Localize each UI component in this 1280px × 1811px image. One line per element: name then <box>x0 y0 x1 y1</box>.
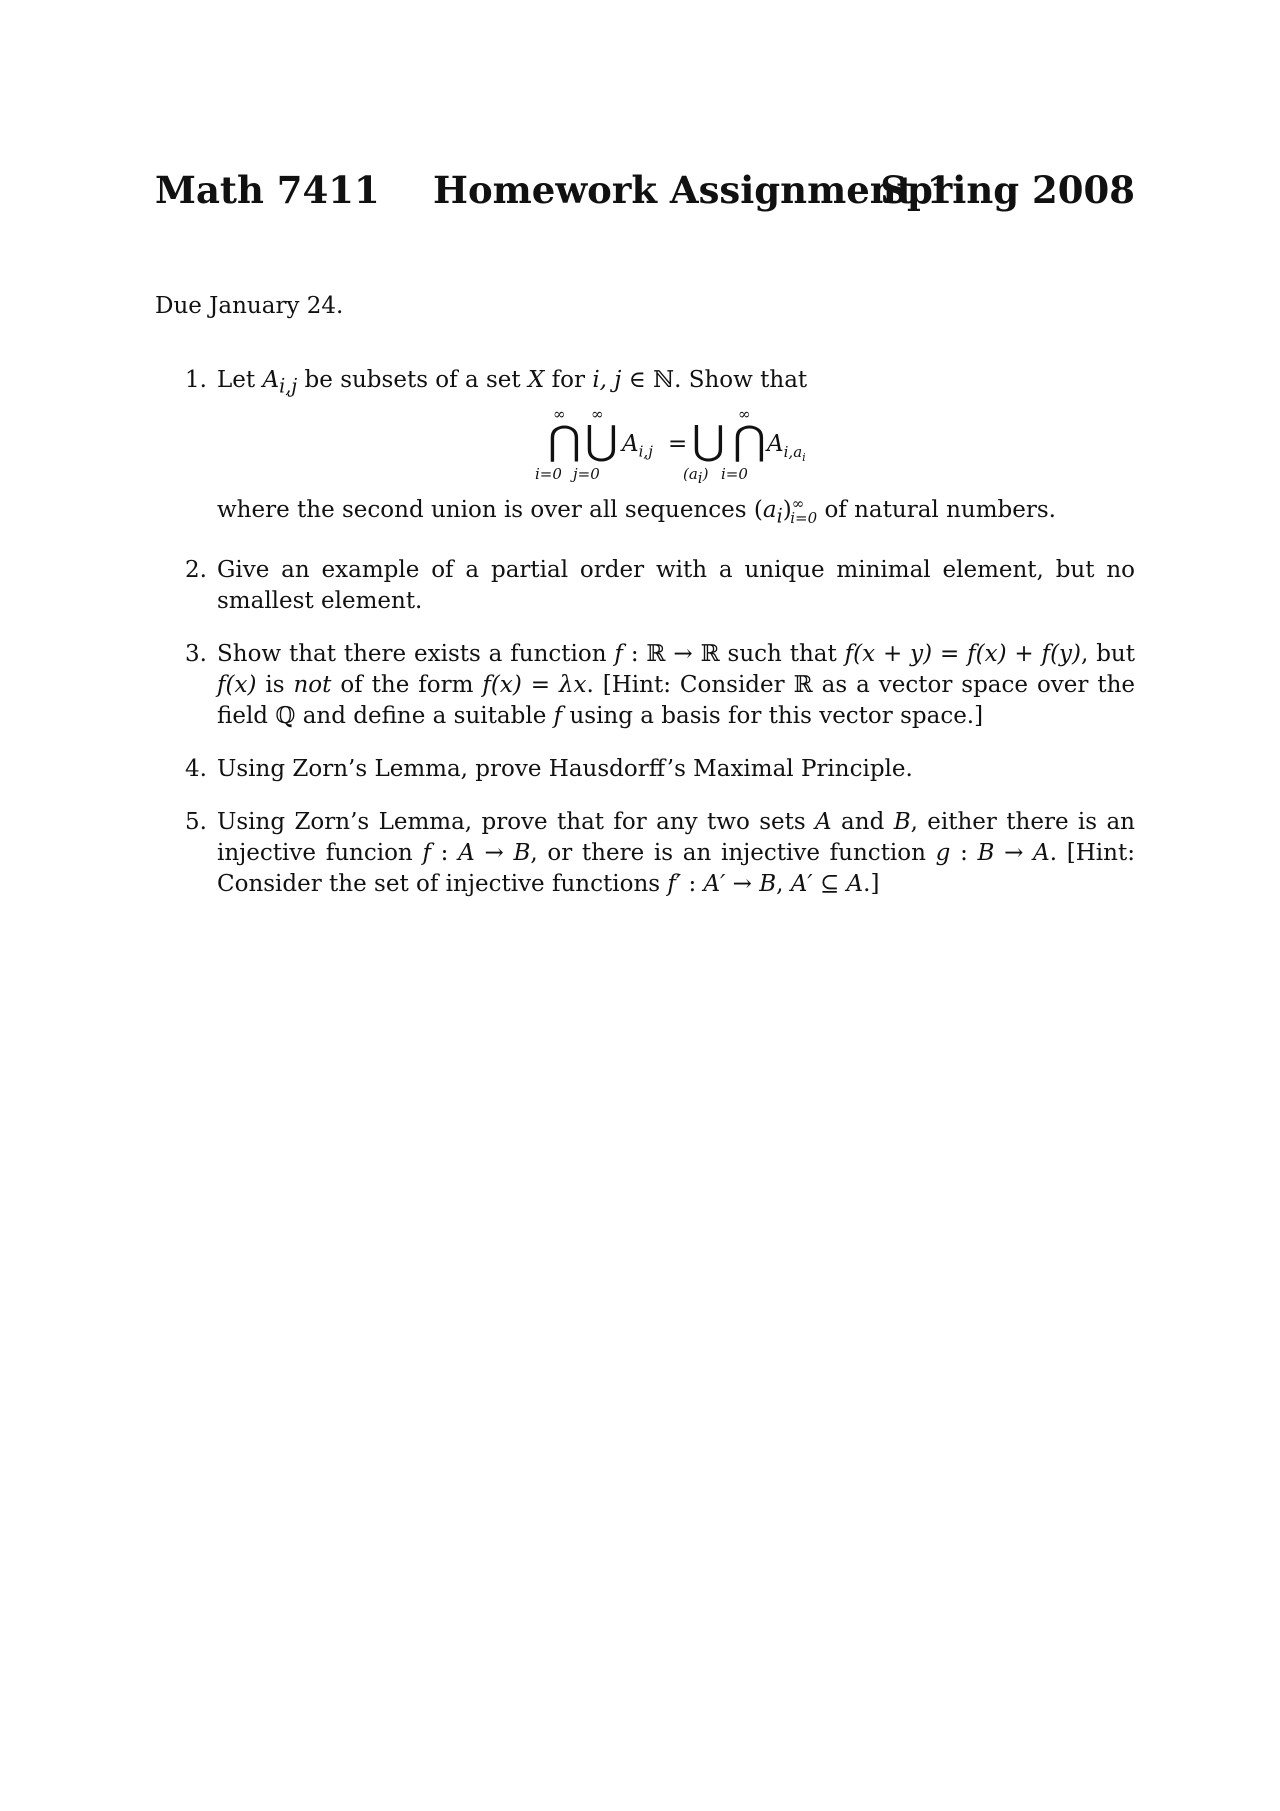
problem-list <box>155 365 1135 900</box>
big-intersection: ⋂ <box>733 418 766 464</box>
problem-text: Using Zorn’s Lemma, prove that for any two sets A and B, either there is an injective funcion f : A → B, or there is an injective function g : B → A. [Hint: Consider the set of injective functions f′ : A′ → B, A′ ⊆ A.] <box>217 809 1135 897</box>
problem-text: Using Zorn’s Lemma, prove Hausdorff’s Maximal Principle. <box>217 756 913 782</box>
problem-number: 1. <box>185 367 207 393</box>
problem-number: 4. <box>185 756 207 782</box>
big-intersection: ⋂ <box>548 418 581 464</box>
problem-3 <box>155 639 1135 732</box>
big-union: ⋃ <box>692 418 725 464</box>
header <box>155 168 1135 218</box>
problem-number: 2. <box>185 557 207 583</box>
course-number: Math 7411 <box>155 168 380 212</box>
problem-text: Let $A_{i,j}$ be subsets of a set X for i, j ∈ ℕ. Show that <box>217 367 808 398</box>
display-equation: ∞ ⋂ i=0 ∞ ⋃ j=0 $A_{i,j}$ = ⋃ $(a_i)$ ∞ ⋂ i=0 $A_{i,a_i}$ <box>535 405 806 487</box>
problem-1 <box>155 365 1135 533</box>
problem-text-continued: where the second union is over all sequences $(a_i)^\infty_{i=0}$ of natural numbers. <box>217 494 1056 528</box>
problem-5 <box>155 807 1135 900</box>
assignment-title: Homework Assignment 1 <box>433 168 953 212</box>
problem-number: 5. <box>185 809 207 835</box>
problem-number: 3. <box>185 641 207 667</box>
due-date: Due January 24. <box>155 293 344 319</box>
big-union: ⋃ <box>585 418 618 464</box>
term: Spring 2008 <box>880 168 1135 212</box>
problem-2 <box>155 555 1135 617</box>
problem-text: Give an example of a partial order with a unique minimal element, but no smallest element. <box>217 557 1135 614</box>
problem-4 <box>155 754 1135 785</box>
problem-text: Show that there exists a function f : ℝ → ℝ such that f(x + y) = f(x) + f(y), but f(x) is not of the form f(x) = λx. [Hint: Consider ℝ as a vector space over the field ℚ and define a suitable f using a basis for this vector space.] <box>217 641 1135 729</box>
